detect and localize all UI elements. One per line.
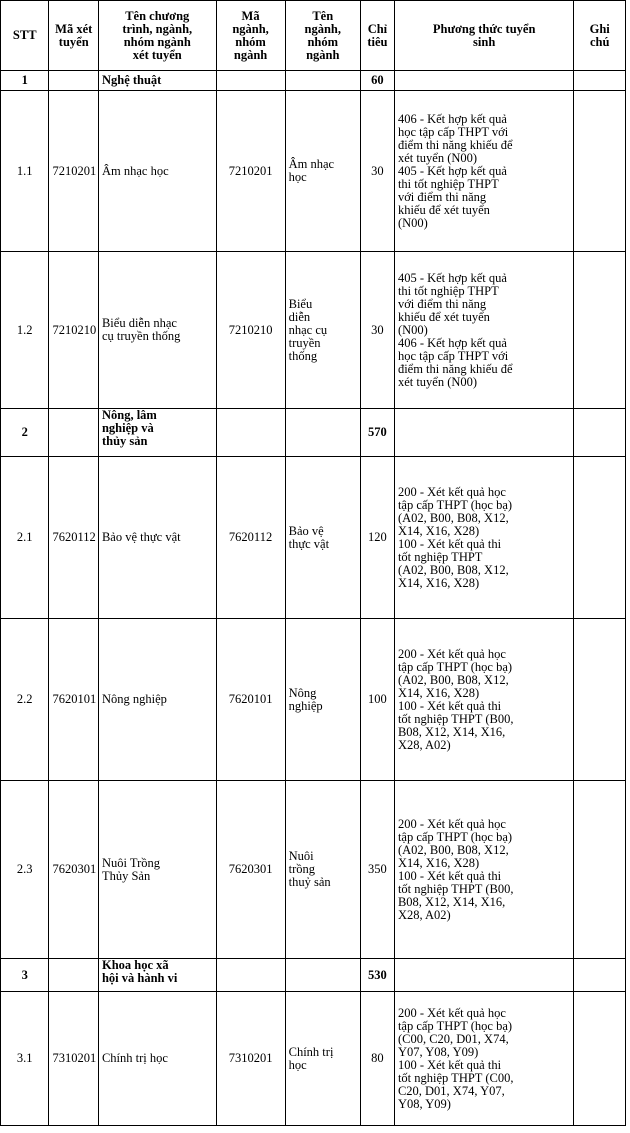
row-chi-tieu: 100: [360, 619, 394, 781]
group-empty-cell: [49, 409, 99, 457]
group-name: Nông, lâm nghiệp và thủy sản: [98, 409, 216, 457]
group-name: Nghệ thuật: [98, 71, 216, 91]
table-row: [1, 252, 626, 409]
group-name: Khoa học xã hội và hành vi: [98, 959, 216, 992]
group-empty-cell: [285, 409, 360, 457]
group-empty-cell: [394, 409, 573, 457]
group-empty-cell: [216, 409, 285, 457]
header-ten-nganh: Tên ngành, nhóm ngành: [285, 1, 360, 71]
group-row: [1, 71, 626, 91]
table-row: [1, 781, 626, 959]
table-row: [1, 457, 626, 619]
header-ma-nganh: Mã ngành, nhóm ngành: [216, 1, 285, 71]
row-stt: 2.1: [1, 457, 49, 619]
row-ten-chuong-trinh: Nông nghiệp: [98, 619, 216, 781]
header-ten-chuong-trinh: Tên chương trình, ngành, nhóm ngành xét tuyển: [98, 1, 216, 71]
table-row: [1, 992, 626, 1126]
group-quota: 530: [360, 959, 394, 992]
row-phuong-thuc: 406 - Kết hợp kết quả học tập cấp THPT với điểm thi năng khiếu để xét tuyển (N00) 405 - Kết hợp kết quả thi tốt nghiệp THPT với điểm thi năng khiếu để xét tuyển (N00): [394, 91, 573, 252]
group-empty-cell: [216, 959, 285, 992]
group-empty-cell: [285, 959, 360, 992]
row-ten-chuong-trinh: Chính trị học: [98, 992, 216, 1126]
group-empty-cell: [574, 959, 626, 992]
row-ghi-chu: [574, 619, 626, 781]
row-ma-xet-tuyen: 7620112: [49, 457, 99, 619]
row-phuong-thuc: 200 - Xét kết quả học tập cấp THPT (học bạ) (A02, B00, B08, X12, X14, X16, X28) 100 - Xét kết quả thi tốt nghiệp THPT (B00, B08, X12, X14, X16, X28, A02): [394, 619, 573, 781]
row-ten-chuong-trinh: Nuôi Trồng Thủy Sản: [98, 781, 216, 959]
group-row: [1, 409, 626, 457]
row-stt: 1.2: [1, 252, 49, 409]
group-empty-cell: [285, 71, 360, 91]
group-empty-cell: [49, 959, 99, 992]
row-ten-nganh: Biểu diễn nhạc cụ truyền thống: [285, 252, 360, 409]
group-empty-cell: [216, 71, 285, 91]
group-empty-cell: [574, 409, 626, 457]
row-stt: 2.2: [1, 619, 49, 781]
row-ten-nganh: Nuôi trồng thuỷ sản: [285, 781, 360, 959]
row-ghi-chu: [574, 252, 626, 409]
header-ghi-chu: Ghi chú: [574, 1, 626, 71]
group-row: [1, 959, 626, 992]
row-ma-nganh: 7620112: [216, 457, 285, 619]
row-phuong-thuc: 405 - Kết hợp kết quả thi tốt nghiệp THPT với điểm thi năng khiếu để xét tuyển (N00) 406 - Kết hợp kết quả học tập cấp THPT với điểm thi năng khiếu để xét tuyển (N00): [394, 252, 573, 409]
row-ghi-chu: [574, 992, 626, 1126]
table-row: [1, 91, 626, 252]
group-empty-cell: [394, 71, 573, 91]
row-ma-nganh: 7620101: [216, 619, 285, 781]
table-row: [1, 619, 626, 781]
row-chi-tieu: 80: [360, 992, 394, 1126]
group-stt: 2: [1, 409, 49, 457]
row-ma-xet-tuyen: 7620101: [49, 619, 99, 781]
row-ten-nganh: Bảo vệ thực vật: [285, 457, 360, 619]
header-stt: STT: [1, 1, 49, 71]
row-ma-nganh: 7620301: [216, 781, 285, 959]
row-ten-chuong-trinh: Biểu diễn nhạc cụ truyền thống: [98, 252, 216, 409]
row-ma-xet-tuyen: 7620301: [49, 781, 99, 959]
row-ma-nganh: 7210201: [216, 91, 285, 252]
row-ghi-chu: [574, 781, 626, 959]
row-ma-xet-tuyen: 7210210: [49, 252, 99, 409]
row-stt: 3.1: [1, 992, 49, 1126]
row-chi-tieu: 120: [360, 457, 394, 619]
row-chi-tieu: 30: [360, 91, 394, 252]
row-phuong-thuc: 200 - Xét kết quả học tập cấp THPT (học bạ) (A02, B00, B08, X12, X14, X16, X28) 100 - Xét kết quả thi tốt nghiệp THPT (A02, B00, B08, X12, X14, X16, X28): [394, 457, 573, 619]
row-stt: 2.3: [1, 781, 49, 959]
row-ghi-chu: [574, 457, 626, 619]
header-row: [1, 1, 626, 71]
row-stt: 1.1: [1, 91, 49, 252]
header-ma-xet-tuyen: Mã xét tuyển: [49, 1, 99, 71]
row-phuong-thuc: 200 - Xét kết quả học tập cấp THPT (học bạ) (C00, C20, D01, X74, Y07, Y08, Y09) 100 - Xét kết quả thi tốt nghiệp THPT (C00, C20, D01, X74, Y07, Y08, Y09): [394, 992, 573, 1126]
row-ten-nganh: Âm nhạc học: [285, 91, 360, 252]
row-phuong-thuc: 200 - Xét kết quả học tập cấp THPT (học bạ) (A02, B00, B08, X12, X14, X16, X28) 100 - Xét kết quả thi tốt nghiệp THPT (B00, B08, X12, X14, X16, X28, A02): [394, 781, 573, 959]
row-ma-xet-tuyen: 7210201: [49, 91, 99, 252]
group-empty-cell: [49, 71, 99, 91]
row-chi-tieu: 30: [360, 252, 394, 409]
row-ma-xet-tuyen: 7310201: [49, 992, 99, 1126]
group-empty-cell: [574, 71, 626, 91]
row-ten-chuong-trinh: Âm nhạc học: [98, 91, 216, 252]
row-chi-tieu: 350: [360, 781, 394, 959]
row-ma-nganh: 7310201: [216, 992, 285, 1126]
row-ma-nganh: 7210210: [216, 252, 285, 409]
row-ghi-chu: [574, 91, 626, 252]
header-phuong-thuc: Phương thức tuyển sinh: [394, 1, 573, 71]
row-ten-chuong-trinh: Bảo vệ thực vật: [98, 457, 216, 619]
group-stt: 1: [1, 71, 49, 91]
row-ten-nganh: Chính trị học: [285, 992, 360, 1126]
group-quota: 60: [360, 71, 394, 91]
group-empty-cell: [394, 959, 573, 992]
row-ten-nganh: Nông nghiệp: [285, 619, 360, 781]
header-chi-tieu: Chỉ tiêu: [360, 1, 394, 71]
group-quota: 570: [360, 409, 394, 457]
group-stt: 3: [1, 959, 49, 992]
